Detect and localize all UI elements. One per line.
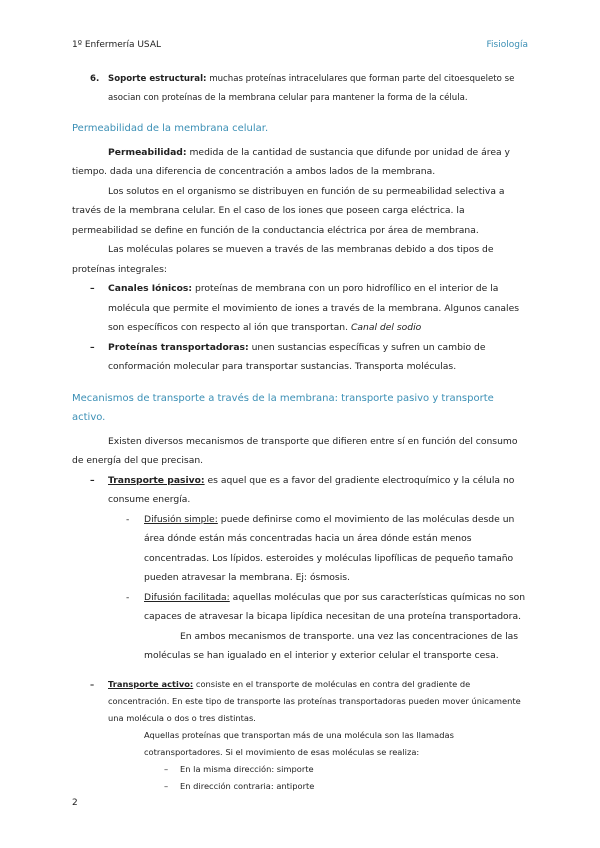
bullet-term: Proteínas transportadoras: [108,341,249,353]
subbullet-term: Difusión simple: [144,513,218,525]
page-content [72,70,528,795]
bullet-transporte-activo [72,676,528,727]
paragraph-mecanismos-intro: Existen diversos mecanismos de transporte que difieren entre sí en función del consumo de energía del que precisan. [72,435,518,466]
sub-item-text: En dirección contraria: antiporte [180,780,315,791]
bullet-term: Transporte activo: [108,678,194,689]
bullet-term: Transporte pasivo: [108,474,205,486]
numbered-item-6 [72,70,528,107]
bullet-proteinas-transportadoras [72,338,528,377]
paragraph-permeabilidad [72,143,528,182]
sub-item-text: En la misma dirección: simporte [180,763,314,774]
bullet-mark: – [90,678,95,689]
section-heading-mecanismos: Mecanismos de transporte a través de la membrana: transporte pasivo y transporte activo. [72,392,494,423]
subbullet-text: aquellas moléculas que por sus características químicas no son capaces de atravesar la bicapa lipídica necesitan de una proteína transportadora. [144,591,526,622]
bullet-mark: – [90,283,95,294]
bullet-example: Canal del sodio [350,322,422,333]
paragraph-solutos: Los solutos en el organismo se distribuyen en función de su permeabilidad selectiva a través de la membrana celular. En el caso de los iones que poseen carga eléctrica. la permeabilidad se define en función de la conductancia eléctrica por área de membrana. [72,185,505,236]
item-term: Soporte estructural: [108,74,207,84]
subbullet-mark: - [126,513,130,525]
bullet-term: Canales Iónicos: [108,283,193,294]
bullet-text: unen sustancias específicas y sufren un cambio de conformación molecular para transportar sustancias. Transporta moléculas. [108,341,486,372]
page-number: 2 [72,798,78,808]
sub-item-mark: – [164,763,169,774]
bullet-text: consiste en el transporte de moléculas en contra del gradiente de concentración. En este tipo de transporte las proteínas transportadoras pueden mover únicamente una molécula o dos o tres distintas. [108,678,521,723]
paragraph-moleculas-polares: Las moléculas polares se mueven a través de las membranas debido a dos tipos de proteínas integrales: [72,244,494,275]
bullet-canales-ionicos [72,279,528,338]
item-number: 6. [90,74,100,84]
bullet-mark: – [90,341,95,353]
subbullet-mark: - [126,591,130,603]
section-heading-permeabilidad: Permeabilidad de la membrana celular. [72,123,269,134]
sub-item-mark: – [164,780,169,791]
item-text: muchas proteínas intracelulares que forman parte del citoesqueleto se asocian con proteínas de la membrana celular para mantener la forma de la célula. [108,74,515,103]
header-course: 1º Enfermería USAL [72,40,161,50]
subbullet-text: puede definirse como el movimiento de las moléculas desde un área dónde están más concentradas hacia un área dónde están menos concentradas. Los lípidos. esteroides y moléculas lipofílicas de pequeño tamaño pueden atravesar la membrana. Ej: ósmosis. [144,513,515,583]
subbullet-term: Difusión facilitada: [144,591,230,603]
header-subject: Fisiología [486,40,528,50]
subbullet-difusion-simple [72,510,528,588]
bullet-text: proteínas de membrana con un poro hidrofílico en el interior de la molécula que permite el movimiento de iones a través de la membrana. Algunos canales son específicos con respecto al ión que transportan. [108,283,520,333]
bullet-mark: – [90,474,95,486]
term-permeabilidad: Permeabilidad: [108,146,187,158]
sub-item-simporte [72,761,528,778]
paragraph-difusion-note: En ambos mecanismos de transporte. una vez las concentraciones de las moléculas se han igualado en el interior y exterior celular el transporte cesa. [144,630,519,661]
bullet-text: es aquel que es a favor del gradiente electroquímico y la célula no consume energía. [108,474,515,505]
paragraph-cotransportadores: Aquellas proteínas que transportan más de una molécula son las llamadas cotransportadores. Si el movimiento de esas moléculas se realiza: [144,729,454,757]
text-permeabilidad: medida de la cantidad de sustancia que difunde por unidad de área y tiempo. dada una diferencia de concentración a ambos lados de la membrana. [72,146,510,177]
sub-item-antiporte [72,778,528,795]
bullet-transporte-pasivo [72,471,528,510]
spacer [72,666,528,676]
subbullet-difusion-facilitada [72,588,528,627]
